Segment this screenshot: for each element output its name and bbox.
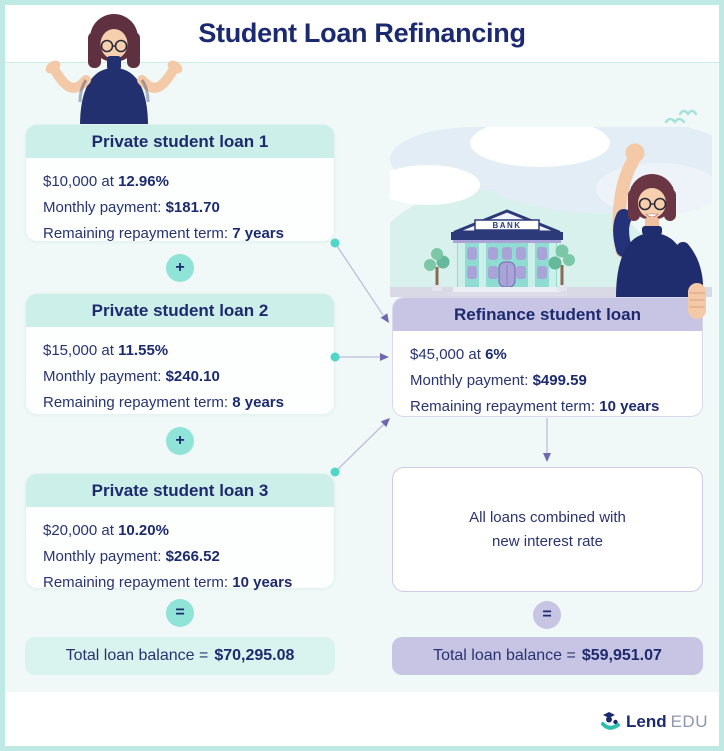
loan-amount-line: $45,000 at 6%	[410, 346, 507, 363]
refinance-box	[392, 297, 703, 417]
refinance-box-details	[393, 331, 702, 420]
loan-amount-line: $15,000 at 11.55%	[43, 342, 169, 359]
brand-text-edu: EDU	[670, 712, 708, 731]
loan-box-2	[25, 293, 335, 415]
loan-box-1-title: Private student loan 1	[26, 125, 334, 158]
loan-monthly-line: Monthly payment: $266.52	[43, 548, 220, 565]
brand-text-lend: Lend	[625, 712, 667, 731]
plus-icon: +	[166, 254, 194, 282]
loan-term-line: Remaining repayment term: 10 years	[410, 398, 660, 415]
loan-box-3-title: Private student loan 3	[26, 474, 334, 507]
loan-box-3-details	[26, 507, 334, 596]
loan-box-2-title: Private student loan 2	[26, 294, 334, 327]
total-label: Total loan balance =	[65, 647, 209, 664]
loan-box-3	[25, 473, 335, 589]
loan-monthly-line: Monthly payment: $499.59	[410, 372, 587, 389]
lendedu-logo	[600, 711, 708, 733]
bird-icon	[664, 106, 700, 132]
total-loan-balance-left	[25, 637, 335, 675]
plus-icon: +	[166, 427, 194, 455]
combined-note-line2: new interest rate	[492, 532, 603, 550]
total-loan-balance-right	[392, 637, 703, 675]
loan-monthly-line: Monthly payment: $240.10	[43, 368, 220, 385]
loan-amount-line: $20,000 at 10.20%	[43, 522, 169, 539]
total-value: $59,951.07	[581, 647, 662, 664]
svg-text:BANK: BANK	[492, 221, 522, 230]
total-label: Total loan balance =	[433, 647, 576, 664]
combined-note-line1: All loans combined with	[469, 508, 626, 526]
loan-term-line: Remaining repayment term: 7 years	[43, 225, 284, 242]
hand-illustration	[684, 281, 710, 323]
equals-icon: =	[533, 601, 561, 629]
loan-amount-line: $10,000 at 12.96%	[43, 173, 169, 190]
page-title: Student Loan Refinancing	[198, 18, 526, 48]
refinance-box-title: Refinance student loan	[393, 298, 702, 331]
equals-icon: =	[166, 599, 194, 627]
graduation-cap-icon	[600, 711, 622, 733]
bank-scene-illustration	[390, 127, 712, 297]
combined-note-box	[392, 467, 703, 592]
loan-box-2-details	[26, 327, 334, 416]
loan-monthly-line: Monthly payment: $181.70	[43, 199, 220, 216]
total-value: $70,295.08	[214, 647, 295, 664]
loan-term-line: Remaining repayment term: 10 years	[43, 574, 293, 591]
loan-term-line: Remaining repayment term: 8 years	[43, 394, 284, 411]
loan-box-1-details	[26, 158, 334, 247]
loan-box-1	[25, 124, 335, 242]
